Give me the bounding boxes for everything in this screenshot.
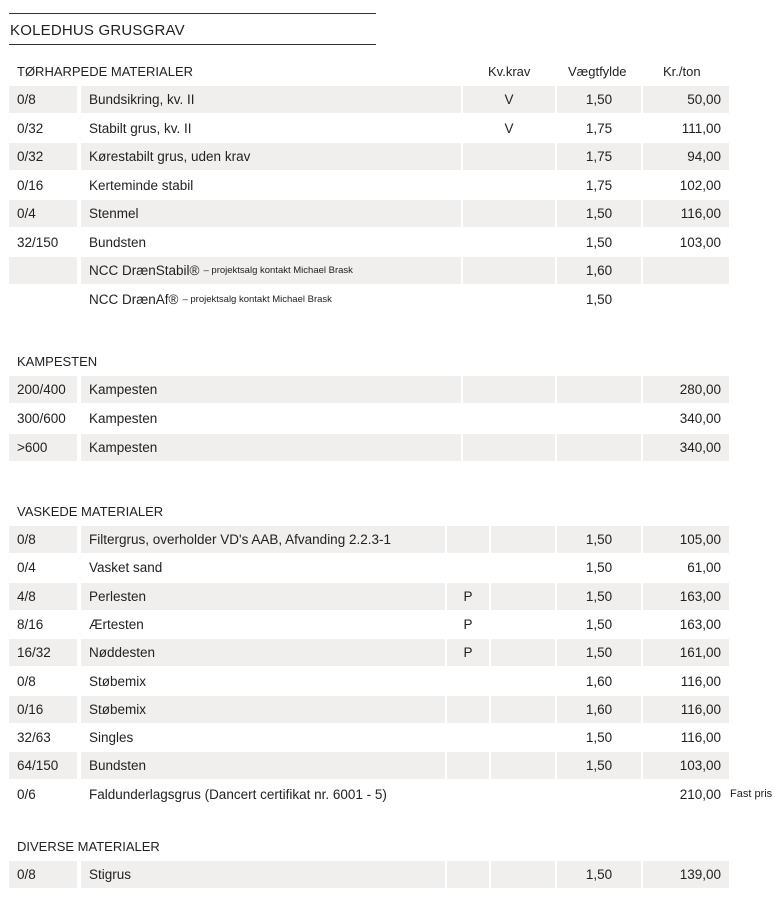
row-price: 94,00 xyxy=(643,143,729,170)
table-row xyxy=(9,668,729,695)
row-price: 61,00 xyxy=(687,560,721,576)
row-empty xyxy=(463,376,555,403)
row-price: 116,00 xyxy=(643,696,729,723)
row-description xyxy=(81,554,445,581)
row-vaegtfylde: 1,75 xyxy=(585,177,613,193)
row-empty xyxy=(491,861,555,888)
row-code: 0/8 xyxy=(17,673,36,689)
row-description-text: Kørestabilt grus, uden krav xyxy=(89,149,251,164)
row-flag: P xyxy=(463,616,473,632)
row-empty xyxy=(463,405,555,432)
row-description xyxy=(81,229,461,256)
row-code: 32/150 xyxy=(17,234,59,250)
row-description xyxy=(81,668,445,695)
row-description xyxy=(81,376,461,403)
row-price: 103,00 xyxy=(643,752,729,779)
row-description xyxy=(81,639,445,666)
section-title-diverse: DIVERSE MATERIALER xyxy=(17,839,160,854)
row-empty xyxy=(491,752,555,779)
row-empty xyxy=(491,611,555,638)
row-vaegtfylde: 1,60 xyxy=(585,673,613,689)
section-title-torharpede: TØRHARPEDE MATERIALER xyxy=(17,64,194,79)
row-price: 103,00 xyxy=(679,234,721,250)
row-empty xyxy=(463,434,555,461)
table-row xyxy=(9,200,729,227)
row-kvkrav: V xyxy=(463,86,555,113)
row-vaegtfylde: 1,50 xyxy=(585,730,613,746)
row-description-text: Stabilt grus, kv. II xyxy=(89,120,192,136)
row-description-text: Kerteminde stabil xyxy=(89,177,194,193)
row-code: 8/16 xyxy=(17,616,44,632)
row-description xyxy=(81,781,445,808)
row-kvkrav: V xyxy=(504,120,514,136)
table-row xyxy=(9,172,729,199)
table-row xyxy=(9,781,729,808)
row-code: 64/150 xyxy=(9,752,77,779)
row-vaegtfylde: 1,50 xyxy=(557,583,641,610)
row-vaegtfylde: 1,75 xyxy=(557,143,641,170)
row-description-text: Støbemix xyxy=(89,701,147,717)
row-flag xyxy=(447,526,489,553)
page-title: KOLEDHUS GRUSGRAV xyxy=(10,22,185,39)
row-kvkrav xyxy=(463,143,555,170)
row-description-text: Nøddesten xyxy=(89,645,156,661)
row-price: 340,00 xyxy=(643,434,729,461)
row-description-text: Bundsten xyxy=(89,234,147,250)
table-row xyxy=(9,434,729,461)
row-code: 16/32 xyxy=(9,639,77,666)
row-price: 163,00 xyxy=(643,583,729,610)
row-description-text: Perlesten xyxy=(89,588,147,604)
row-code xyxy=(9,257,77,284)
row-description-text: NCC DrænStabil® xyxy=(89,263,200,278)
row-code: 300/600 xyxy=(17,411,66,426)
row-code: 0/8 xyxy=(9,86,77,113)
row-flag xyxy=(447,554,489,581)
row-vaegtfylde: 1,50 xyxy=(557,526,641,553)
row-description xyxy=(81,861,445,888)
table-row xyxy=(9,639,729,666)
price-note: Fast pris xyxy=(730,787,773,800)
row-kvkrav xyxy=(463,200,555,227)
row-description xyxy=(81,526,445,553)
row-code: 32/63 xyxy=(17,730,51,746)
table-row xyxy=(9,752,729,779)
row-description-text: Stenmel xyxy=(89,206,139,221)
row-kvkrav xyxy=(463,229,555,256)
table-row xyxy=(9,229,729,256)
row-description-text: Bundsten xyxy=(89,758,147,774)
row-vaegtfylde: 1,50 xyxy=(557,200,641,227)
row-description-text: Faldunderlagsgrus (Dancert certifikat nr. 6001 - 5) xyxy=(89,786,387,802)
table-row xyxy=(9,724,729,751)
col-header-kr-ton: Kr./ton xyxy=(663,64,701,79)
row-kvkrav xyxy=(463,257,555,284)
row-flag xyxy=(447,696,489,723)
row-price: 116,00 xyxy=(643,200,729,227)
row-description xyxy=(81,696,445,723)
row-kvkrav xyxy=(463,172,555,199)
row-price: 340,00 xyxy=(679,411,721,426)
row-empty xyxy=(491,583,555,610)
row-flag: P xyxy=(447,583,489,610)
row-description xyxy=(81,143,461,170)
col-header-vaegtfylde: Vægtfylde xyxy=(568,64,627,79)
table-row xyxy=(9,257,729,284)
table-row xyxy=(9,143,729,170)
col-header-kvkrav: Kv.krav xyxy=(488,64,531,79)
row-empty xyxy=(491,639,555,666)
row-description xyxy=(81,172,461,199)
row-description xyxy=(81,611,445,638)
row-description-text: Ærtesten xyxy=(89,616,144,632)
row-code: >600 xyxy=(9,434,77,461)
table-row xyxy=(9,376,729,403)
title-rule-bottom xyxy=(9,44,376,45)
row-vaegtfylde: 1,50 xyxy=(585,291,613,307)
row-flag xyxy=(447,781,489,808)
row-price xyxy=(643,286,729,313)
row-empty xyxy=(491,668,555,695)
row-vaegtfylde xyxy=(557,434,641,461)
row-kvkrav xyxy=(463,286,555,313)
row-description-text: Kampesten xyxy=(89,382,158,397)
row-vaegtfylde: 1,50 xyxy=(557,752,641,779)
row-price: 102,00 xyxy=(679,177,721,193)
row-vaegtfylde: 1,50 xyxy=(557,86,641,113)
row-description-text: Filtergrus, overholder VD's AAB, Afvanding 2.2.3-1 xyxy=(89,532,391,547)
row-vaegtfylde: 1,60 xyxy=(557,696,641,723)
row-price xyxy=(643,257,729,284)
row-price: 280,00 xyxy=(643,376,729,403)
table-row xyxy=(9,286,729,313)
row-description-text: Støbemix xyxy=(89,673,147,689)
row-code: 0/16 xyxy=(17,177,44,193)
row-description xyxy=(81,583,445,610)
row-flag xyxy=(447,724,489,751)
row-empty xyxy=(491,724,555,751)
table-row xyxy=(9,86,729,113)
row-empty xyxy=(491,554,555,581)
row-code xyxy=(9,286,77,313)
row-description xyxy=(81,257,461,284)
row-code: 0/16 xyxy=(9,696,77,723)
row-description xyxy=(81,724,445,751)
row-description-note: – projektsalg kontakt Michael Brask xyxy=(182,293,332,305)
row-empty xyxy=(491,526,555,553)
row-price: 50,00 xyxy=(643,86,729,113)
row-code: 0/8 xyxy=(9,861,77,888)
row-code: 0/32 xyxy=(9,143,77,170)
row-empty xyxy=(491,696,555,723)
row-description-text: Kampesten xyxy=(89,440,158,455)
row-description-text: Bundsikring, kv. II xyxy=(89,92,195,107)
row-vaegtfylde: 1,50 xyxy=(585,560,613,576)
table-row xyxy=(9,115,729,142)
row-description xyxy=(81,286,461,313)
row-vaegtfylde xyxy=(557,781,641,808)
row-description xyxy=(81,200,461,227)
row-code: 0/32 xyxy=(17,120,44,136)
row-vaegtfylde: 1,75 xyxy=(585,120,613,136)
row-vaegtfylde: 1,60 xyxy=(557,257,641,284)
row-description xyxy=(81,115,461,142)
row-flag xyxy=(447,668,489,695)
row-vaegtfylde xyxy=(557,405,641,432)
row-code: 0/4 xyxy=(9,200,77,227)
row-vaegtfylde: 1,50 xyxy=(585,616,613,632)
row-empty xyxy=(491,781,555,808)
row-price: 161,00 xyxy=(643,639,729,666)
row-empty xyxy=(447,861,489,888)
row-price: 116,00 xyxy=(680,673,721,689)
row-vaegtfylde: 1,50 xyxy=(557,639,641,666)
row-price: 163,00 xyxy=(679,616,721,632)
row-description-text: NCC DrænAf® xyxy=(89,291,179,307)
table-row xyxy=(9,696,729,723)
row-price: 139,00 xyxy=(643,861,729,888)
row-description xyxy=(81,86,461,113)
row-description xyxy=(81,405,461,432)
row-description-note: – projektsalg kontakt Michael Brask xyxy=(203,265,353,276)
row-code: 0/4 xyxy=(17,560,36,576)
row-description xyxy=(81,752,445,779)
row-vaegtfylde xyxy=(557,376,641,403)
row-code: 0/6 xyxy=(17,786,36,802)
row-price: 111,00 xyxy=(681,120,721,136)
row-code: 0/8 xyxy=(9,526,77,553)
row-code: 200/400 xyxy=(9,376,77,403)
row-vaegtfylde: 1,50 xyxy=(585,234,613,250)
section-title-vaskede: VASKEDE MATERIALER xyxy=(17,504,164,519)
section-title-kampesten: KAMPESTEN xyxy=(17,354,98,369)
row-description-text: Stigrus xyxy=(89,867,132,882)
table-row xyxy=(9,611,729,638)
row-description-text: Kampesten xyxy=(89,411,158,426)
table-row xyxy=(9,405,729,432)
row-price: 210,00 xyxy=(679,786,721,802)
table-row xyxy=(9,861,729,888)
row-price: 105,00 xyxy=(643,526,729,553)
table-row xyxy=(9,526,729,553)
row-flag: P xyxy=(447,639,489,666)
table-row xyxy=(9,554,729,581)
title-rule-top xyxy=(9,13,376,14)
row-description-text: Singles xyxy=(89,730,134,746)
table-row xyxy=(9,583,729,610)
row-code: 4/8 xyxy=(9,583,77,610)
row-description-text: Vasket sand xyxy=(89,560,163,576)
row-vaegtfylde: 1,50 xyxy=(557,861,641,888)
row-price: 116,00 xyxy=(680,730,721,746)
row-description xyxy=(81,434,461,461)
row-flag xyxy=(447,752,489,779)
